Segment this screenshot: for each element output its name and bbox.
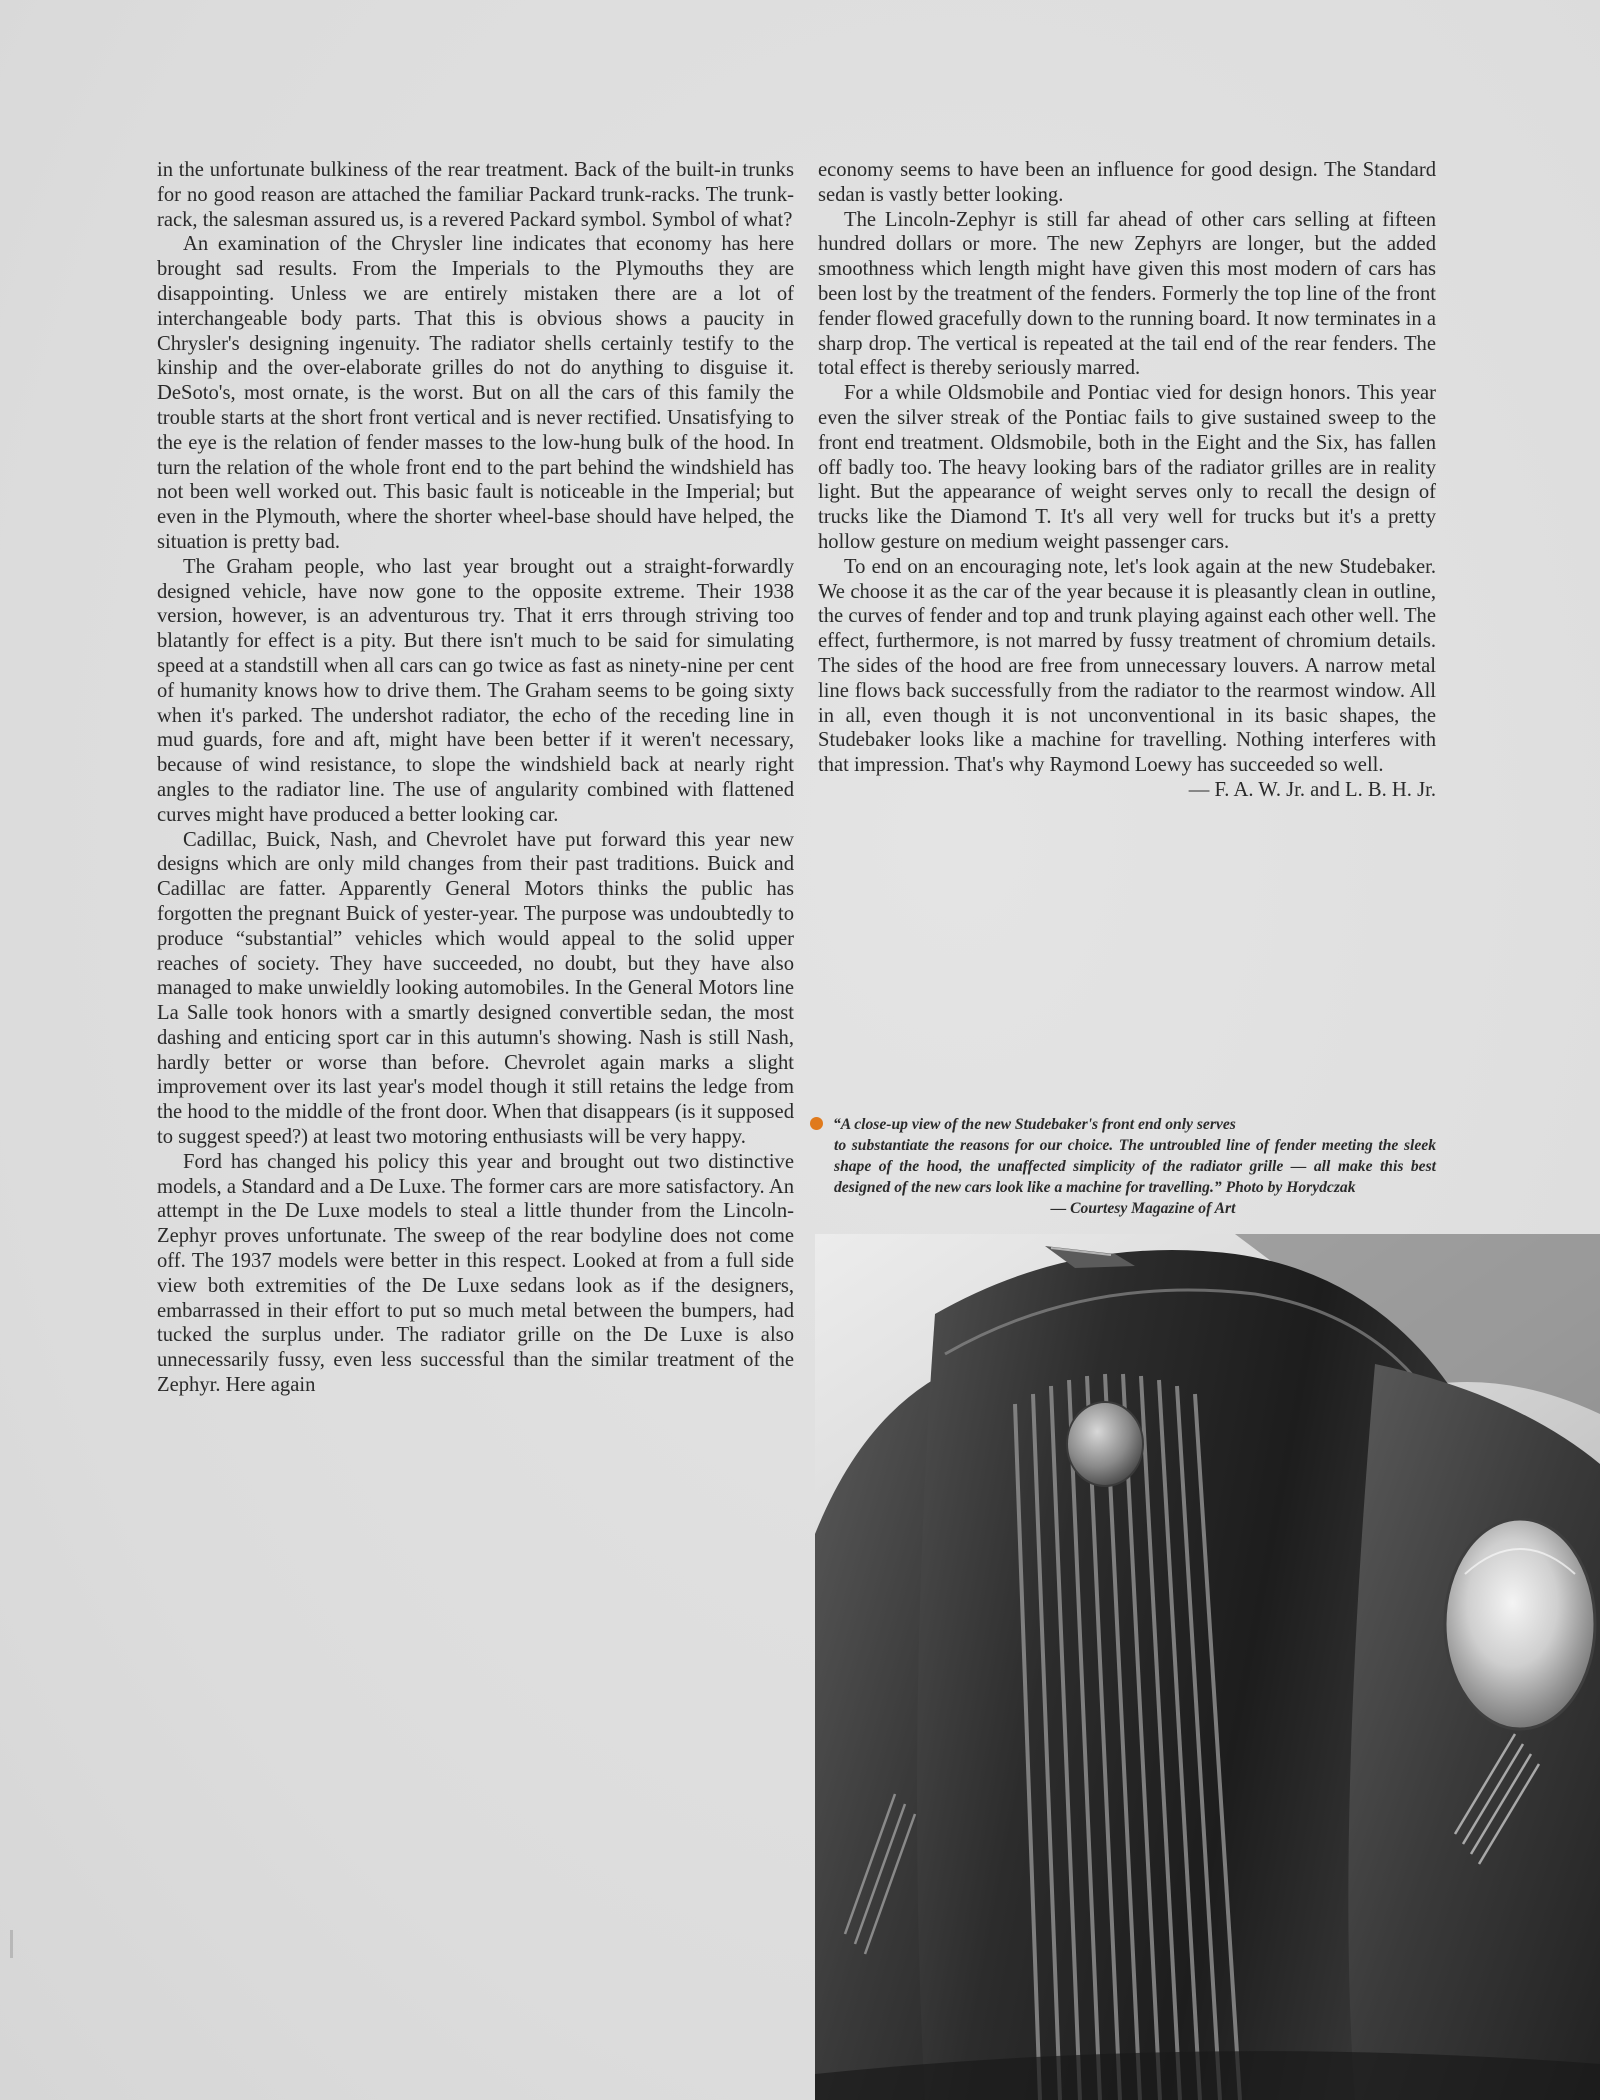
- caption-first-line: “A close-up view of the new Studebaker's front end only serves: [833, 1116, 1236, 1133]
- paragraph: Cadillac, Buick, Nash, and Chevrolet have put forward this year new designs which are only mild changes from their past traditions. Buick and Cadillac are fatter. Apparently General Motors thinks the public has forgotten the pregnant Buick of yester-year. The purpose was undoubtedly to produce “substantial” vehicles which would appeal to the solid upper reaches of society. They have succeeded, no doubt, but they have also managed to make unwieldly looking automobiles. In the General Motors line La Salle took honors with a smartly designed convertible sedan, the most dashing and enticing sport car in this autumn's showing. Nash is still Nash, hardly better or worse than before. Chevrolet again marks a slight improvement over its last year's model though it still retains the ledge from the hood to the middle of the front door. When that disappears (is it supposed to suggest speed?) at least two motoring enthusiasts will be very happy.: [157, 828, 794, 1149]
- paragraph: in the unfortunate bulkiness of the rear treatment. Back of the built-in trunks for no good reason are attached the familiar Packard trunk-racks. The trunk-rack, the salesman assured us, is a revered Packard symbol. Symbol of what?: [157, 159, 794, 231]
- scan-edge-mark: [10, 1930, 13, 1958]
- studebaker-photo: [815, 1234, 1600, 2100]
- caption-credit: — Courtesy Magazine of Art: [1050, 1200, 1236, 1217]
- caption-text: to substantiate the reasons for our choice. The untroubled line of fender meeting the sleek shape of the hood, the unaffected simplicity of the radiator grille — all make this best designed of the new cars look like a machine for travelling.” Photo by Horydczak: [834, 1137, 1436, 1196]
- paragraph: To end on an encouraging note, let's look again at the new Studebaker. We choose it as the car of the year because it is pleasantly clean in outline, the curves of fender and top and trunk playing against each other well. The effect, furthermore, is not marred by fussy treatment of chromium details. The sides of the hood are free from unnecessary louvers. A narrow metal line flows back successfully from the radiator to the rearmost window. All in all, even though it is not unconventional in its basic shapes, the Studebaker looks like a machine for travelling. Nothing interferes with that impression. That's why Raymond Loewy has succeeded so well.: [818, 555, 1436, 777]
- right-column: [818, 158, 1436, 803]
- left-column: [157, 158, 794, 1398]
- paragraph: Ford has changed his policy this year and brought out two distinctive models, a Standard and a De Luxe. The former cars are more satisfactory. An attempt in the De Luxe models to steal a little thunder from the Lincoln-Zephyr proves unfortunate. The sweep of the rear bodyline does not come off. The 1937 models were better in this respect. Looked at from a full side view both extremities of the De Luxe sedans look as if the designers, embarrassed in their effort to put so much metal between the bumpers, had tucked the surplus under. The radiator grille on the De Luxe is also unnecessarily fussy, even less successful than the similar treatment of the Zephyr. Here again: [157, 1150, 794, 1397]
- car-front-illustration: [815, 1234, 1600, 2100]
- bullet-dot-icon: [810, 1117, 823, 1130]
- paragraph: An examination of the Chrysler line indicates that economy has here brought sad results. From the Imperials to the Plymouths they are disappointing. Unless we are entirely mistaken there are a lot of interchangeable body parts. That this is obvious shows a paucity in Chrysler's designing ingenuity. The radiator shells certainly testify to the kinship and the over-elaborate grilles do not do anything to disguise it. DeSoto's, most ornate, is the worst. But on all the cars of this family the trouble starts at the short front vertical and is never rectified. Unsatisfying to the eye is the relation of fender masses to the low-hung bulk of the hood. In turn the relation of the whole front end to the part behind the windshield has not been well worked out. This basic fault is noticeable in the Imperial; but even in the Plymouth, where the shorter wheel-base should have helped, the situation is pretty bad.: [157, 233, 794, 553]
- author-signature: — F. A. W. Jr. and L. B. H. Jr.: [1188, 778, 1436, 801]
- paragraph: economy seems to have been an influence for good design. The Standard sedan is vastly better looking.: [818, 159, 1436, 206]
- photo-caption: [810, 1114, 1436, 1219]
- paragraph: The Graham people, who last year brought out a straight-forwardly designed vehicle, have now gone to the opposite extreme. Their 1938 version, however, is an adventurous try. That it errs through striving too blatantly for effect is a pity. But there isn't much to be said for simulating speed at a standstill when all cars can go twice as fast as ninety-nine per cent of humanity knows how to drive them. The Graham seems to be going sixty when it's parked. The undershot radiator, the echo of the receding line in mud guards, fore and aft, might have been better if it weren't necessary, because of wind resistance, to slope the windshield back at nearly right angles to the radiator line. The use of angularity combined with flattened curves might have produced a better looking car.: [157, 555, 794, 826]
- paragraph: The Lincoln-Zephyr is still far ahead of other cars selling at fifteen hundred dollars or more. The new Zephyrs are longer, but the added smoothness which length might have given this most modern of cars has been lost by the treatment of the fenders. Formerly the top line of the front fender flowed gracefully down to the running board. It now terminates in a sharp drop. The vertical is repeated at the tail end of the rear fenders. The total effect is thereby seriously marred.: [818, 208, 1436, 380]
- paragraph: For a while Oldsmobile and Pontiac vied for design honors. This year even the silver streak of the Pontiac fails to give sustained sweep to the front end treatment. Oldsmobile, both in the Eight and the Six, has fallen off badly too. The heavy looking bars of the radiator grilles are in reality light. But the appearance of weight serves only to recall the design of trucks like the Diamond T. It's all very well for trucks but it's a pretty hollow gesture on medium weight passenger cars.: [818, 382, 1436, 553]
